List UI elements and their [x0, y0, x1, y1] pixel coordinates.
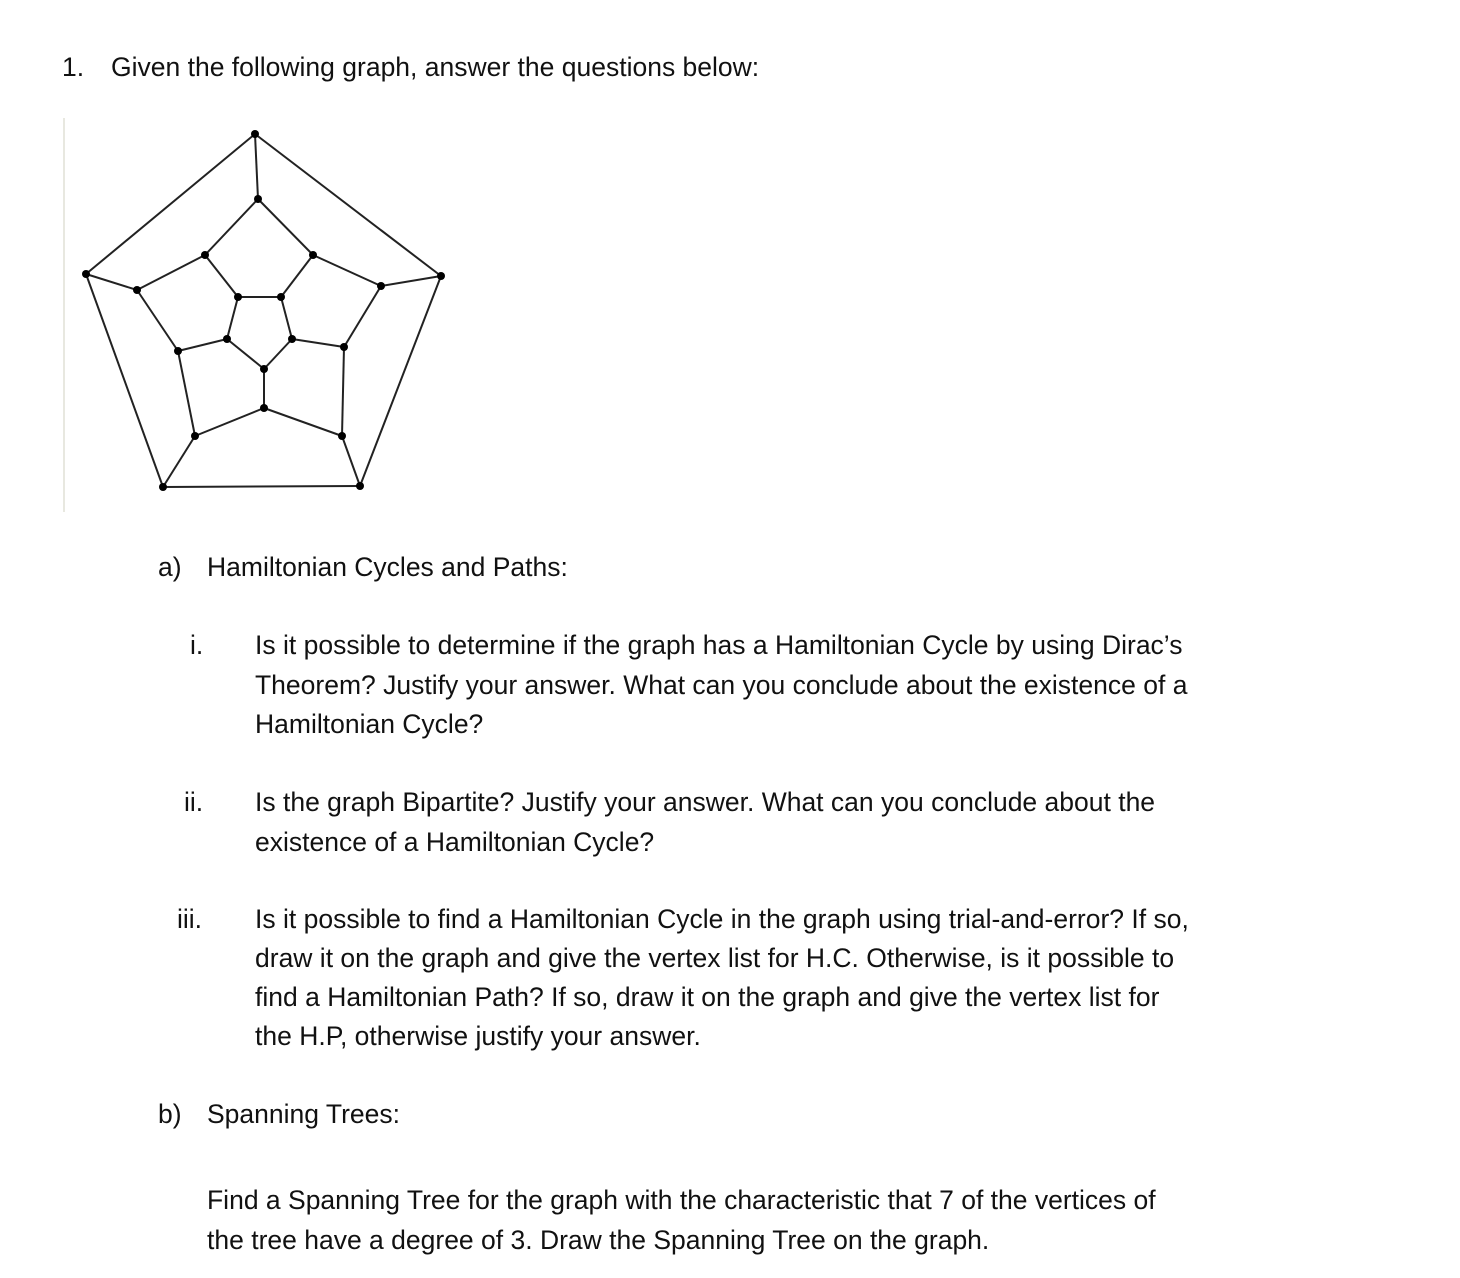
graph-edge — [313, 255, 381, 286]
graph-edge — [137, 290, 178, 351]
text-line: Hamiltonian Cycle? — [255, 709, 484, 739]
graph-vertex — [234, 293, 242, 301]
text-line: draw it on the graph and give the vertex list for H.C. Otherwise, is it possible to — [255, 943, 1175, 973]
part-b-label: b) — [158, 1099, 182, 1129]
graph-vertex — [356, 482, 364, 490]
graph-edge — [86, 274, 137, 290]
graph-edge — [281, 255, 313, 297]
graph-edge — [163, 486, 360, 487]
graph-vertex — [133, 286, 141, 294]
graph-edge — [360, 276, 441, 486]
graph-vertex — [338, 432, 346, 440]
part-a-title: Hamiltonian Cycles and Paths: — [207, 552, 568, 582]
graph-edge — [342, 347, 344, 436]
graph-vertex — [201, 251, 209, 259]
part-b-text — [207, 1181, 1156, 1260]
graph-edge — [281, 297, 292, 339]
graph-edge — [86, 134, 255, 274]
graph-edge — [264, 408, 342, 436]
text-line: Is it possible to find a Hamiltonian Cycle in the graph using trial-and-error? If so, — [255, 904, 1189, 934]
item-i-text — [255, 626, 1187, 745]
text-line: Is the graph Bipartite? Justify your answer. What can you conclude about the — [255, 787, 1156, 817]
part-b-title: Spanning Trees: — [207, 1099, 400, 1129]
text-line: Theorem? Justify your answer. What can you conclude about the existence of a — [255, 669, 1188, 700]
graph-vertex — [260, 404, 268, 412]
graph-vertex — [437, 272, 445, 280]
graph-edge — [163, 436, 195, 487]
question-number: 1. — [62, 52, 85, 82]
item-iii-label: iii. — [177, 904, 203, 934]
graph-vertex — [82, 270, 90, 278]
graph-vertex — [223, 335, 231, 343]
graph-edge — [255, 134, 258, 199]
graph-edge — [205, 199, 258, 255]
graph-vertex — [159, 483, 167, 491]
graph-vertex — [309, 251, 317, 259]
graph-edge — [195, 408, 264, 436]
text-line: the tree have a degree of 3. Draw the Spanning Tree on the graph. — [207, 1224, 990, 1255]
graph-edge — [258, 199, 313, 255]
question-prompt: Given the following graph, answer the questions below: — [111, 52, 760, 82]
text-line: find a Hamiltonian Path? If so, draw it on the graph and give the vertex list for — [255, 982, 1160, 1012]
graph-edge — [342, 436, 360, 486]
item-ii-label: ii. — [184, 787, 204, 817]
graph-edge — [292, 339, 344, 347]
graph-vertex — [251, 130, 259, 138]
graph-vertex — [288, 335, 296, 343]
graph-vertex — [191, 432, 199, 440]
graph-edge — [205, 255, 238, 297]
graph-vertex — [377, 282, 385, 290]
graph-vertex — [260, 365, 268, 373]
graph-vertex — [174, 347, 182, 355]
item-iii-text — [255, 900, 1189, 1056]
text-line: existence of a Hamiltonian Cycle? — [255, 826, 655, 857]
graph-vertex — [340, 343, 348, 351]
graph-edge — [381, 276, 441, 286]
graph-vertex — [254, 195, 262, 203]
graph-edge — [264, 339, 292, 369]
graph-edge — [344, 286, 381, 347]
item-i-label: i. — [190, 630, 204, 660]
text-line: the H.P, otherwise justify your answer. — [255, 1021, 701, 1051]
graph-edge — [227, 339, 264, 369]
graph-vertex — [277, 293, 285, 301]
graph-edge — [255, 134, 441, 276]
text-line: Find a Spanning Tree for the graph with the characteristic that 7 of the vertices of — [207, 1185, 1156, 1215]
graph-edge — [178, 351, 195, 436]
graph-edge — [86, 274, 163, 487]
graph-edge — [227, 297, 238, 339]
graph-edge — [178, 339, 227, 351]
item-ii-text — [255, 783, 1155, 862]
text-line: Is it possible to determine if the graph has a Hamiltonian Cycle by using Dirac’s — [255, 630, 1183, 660]
graph-edge — [137, 255, 205, 290]
part-a-label: a) — [158, 552, 182, 582]
